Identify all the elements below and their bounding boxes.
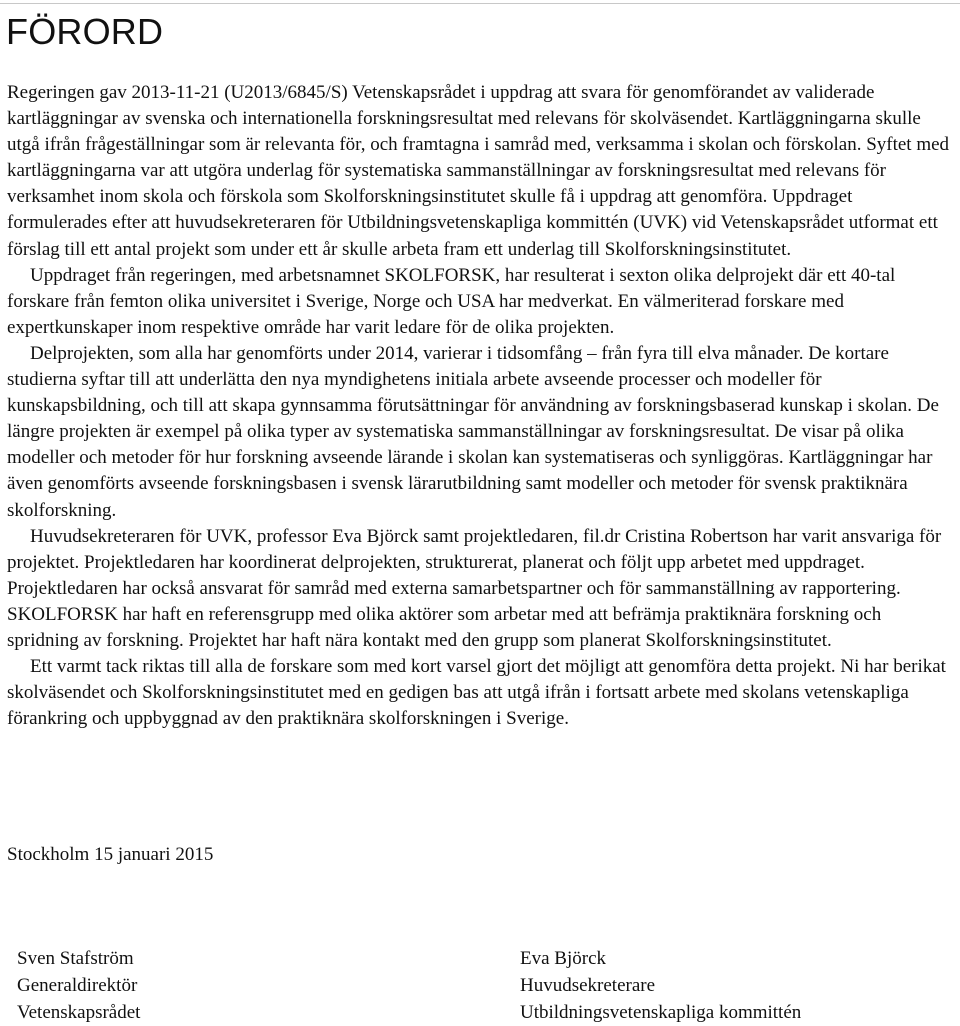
foreword-body: [7, 80, 957, 732]
paragraph: Delprojekten, som alla har genomförts under 2014, varierar i tidsomfång – från fyra till elva månader. De kortare studierna syftar till att underlätta den nya myndighetens initiala arbete avseende processer och modeller för kunskapsbildning, och till att skapa gynnsamma förutsättningar för användning av forskningsbaserad kunskap i skolan. De längre projekten är exempel på olika typer av systematiska sammanställningar av forskningsresultat. De visar på olika modeller och metoder för hur forskning avseende lärande i skolan kan systematiseras och synliggöras. Kartläggningar har även genomförts avseende forskningsbasen i svensk lärarutbildning samt modeller och metoder för svensk praktiknära skolforskning.: [7, 342, 939, 521]
signatory-organization: Utbildningsvetenskapliga kommittén: [520, 1002, 802, 1023]
signatory-title: Generaldirektör: [17, 975, 138, 996]
signature-block-left: [17, 945, 140, 1026]
signatory-name: Sven Stafström: [17, 948, 134, 969]
paragraph: Uppdraget från regeringen, med arbetsnamnet SKOLFORSK, har resulterat i sexton olika delprojekt där ett 40-tal forskare från femton olika universitet i Sverige, Norge och USA har medverkat. En välmeriterad forskare med expertkunskaper inom respektive område har varit ledare för de olika projekten.: [7, 264, 896, 338]
signatory-organization: Vetenskapsrådet: [17, 1002, 141, 1023]
signatory-title: Huvudsekreterare: [520, 975, 656, 996]
page-title: FÖRORD: [6, 11, 164, 52]
signatory-name: Eva Björck: [520, 948, 607, 969]
signature-block-right: [520, 945, 801, 1026]
paragraph: Huvudsekreteraren för UVK, professor Eva Björck samt projektledaren, fil.dr Cristina Robertson har varit ansvariga för projektet. Projektledaren har koordinerat delprojekten, strukturerat, planerat och följt upp arbetet med uppdraget. Projektledaren har också ansvarat för samråd med externa samarbetspartner och för sammanställning av rapportering. SKOLFORSK har haft en referensgrupp med olika aktörer som arbetar med att befrämja praktiknära forskning och spridning av forskning. Projektet har haft nära kontakt med den grupp som planerat Skolforskningsinstitutet.: [7, 525, 942, 651]
paragraph: Ett varmt tack riktas till alla de forskare som med kort varsel gjort det möjligt att genomföra detta projekt. Ni har berikat skolväsendet och Skolforskningsinstitutet med en gedigen bas att utgå ifrån i fortsatt arbete med skolans vetenskapliga förankring och uppbyggnad av den praktiknära skolforskningen i Sverige.: [7, 656, 946, 730]
top-divider: [0, 3, 960, 4]
place-date: Stockholm 15 januari 2015: [7, 844, 214, 865]
paragraph: Regeringen gav 2013-11-21 (U2013/6845/S) Vetenskapsrådet i uppdrag att svara för genomförandet av validerade kartläggningar av svenska och internationella forskningsresultat med relevans för skolväsendet. Kartläggningarna skulle utgå ifrån frågeställningar som är relevanta för, och framtagna i samråd med, verksamma i skolan och förskolan. Syftet med kartläggningarna var att utgöra underlag för systematiska sammanställningar av forskningsresultat med relevans för verksamhet inom skola och förskola som Skolforskningsinstitutet skulle få i uppdrag att genomföra. Uppdraget formulerades efter att huvudsekreteraren för Utbildningsvetenskapliga kommittén (UVK) vid Vetenskapsrådet utformat ett förslag till ett antal projekt som under ett år skulle arbeta fram ett underlag till Skolforskningsinstitutet.: [7, 82, 950, 260]
